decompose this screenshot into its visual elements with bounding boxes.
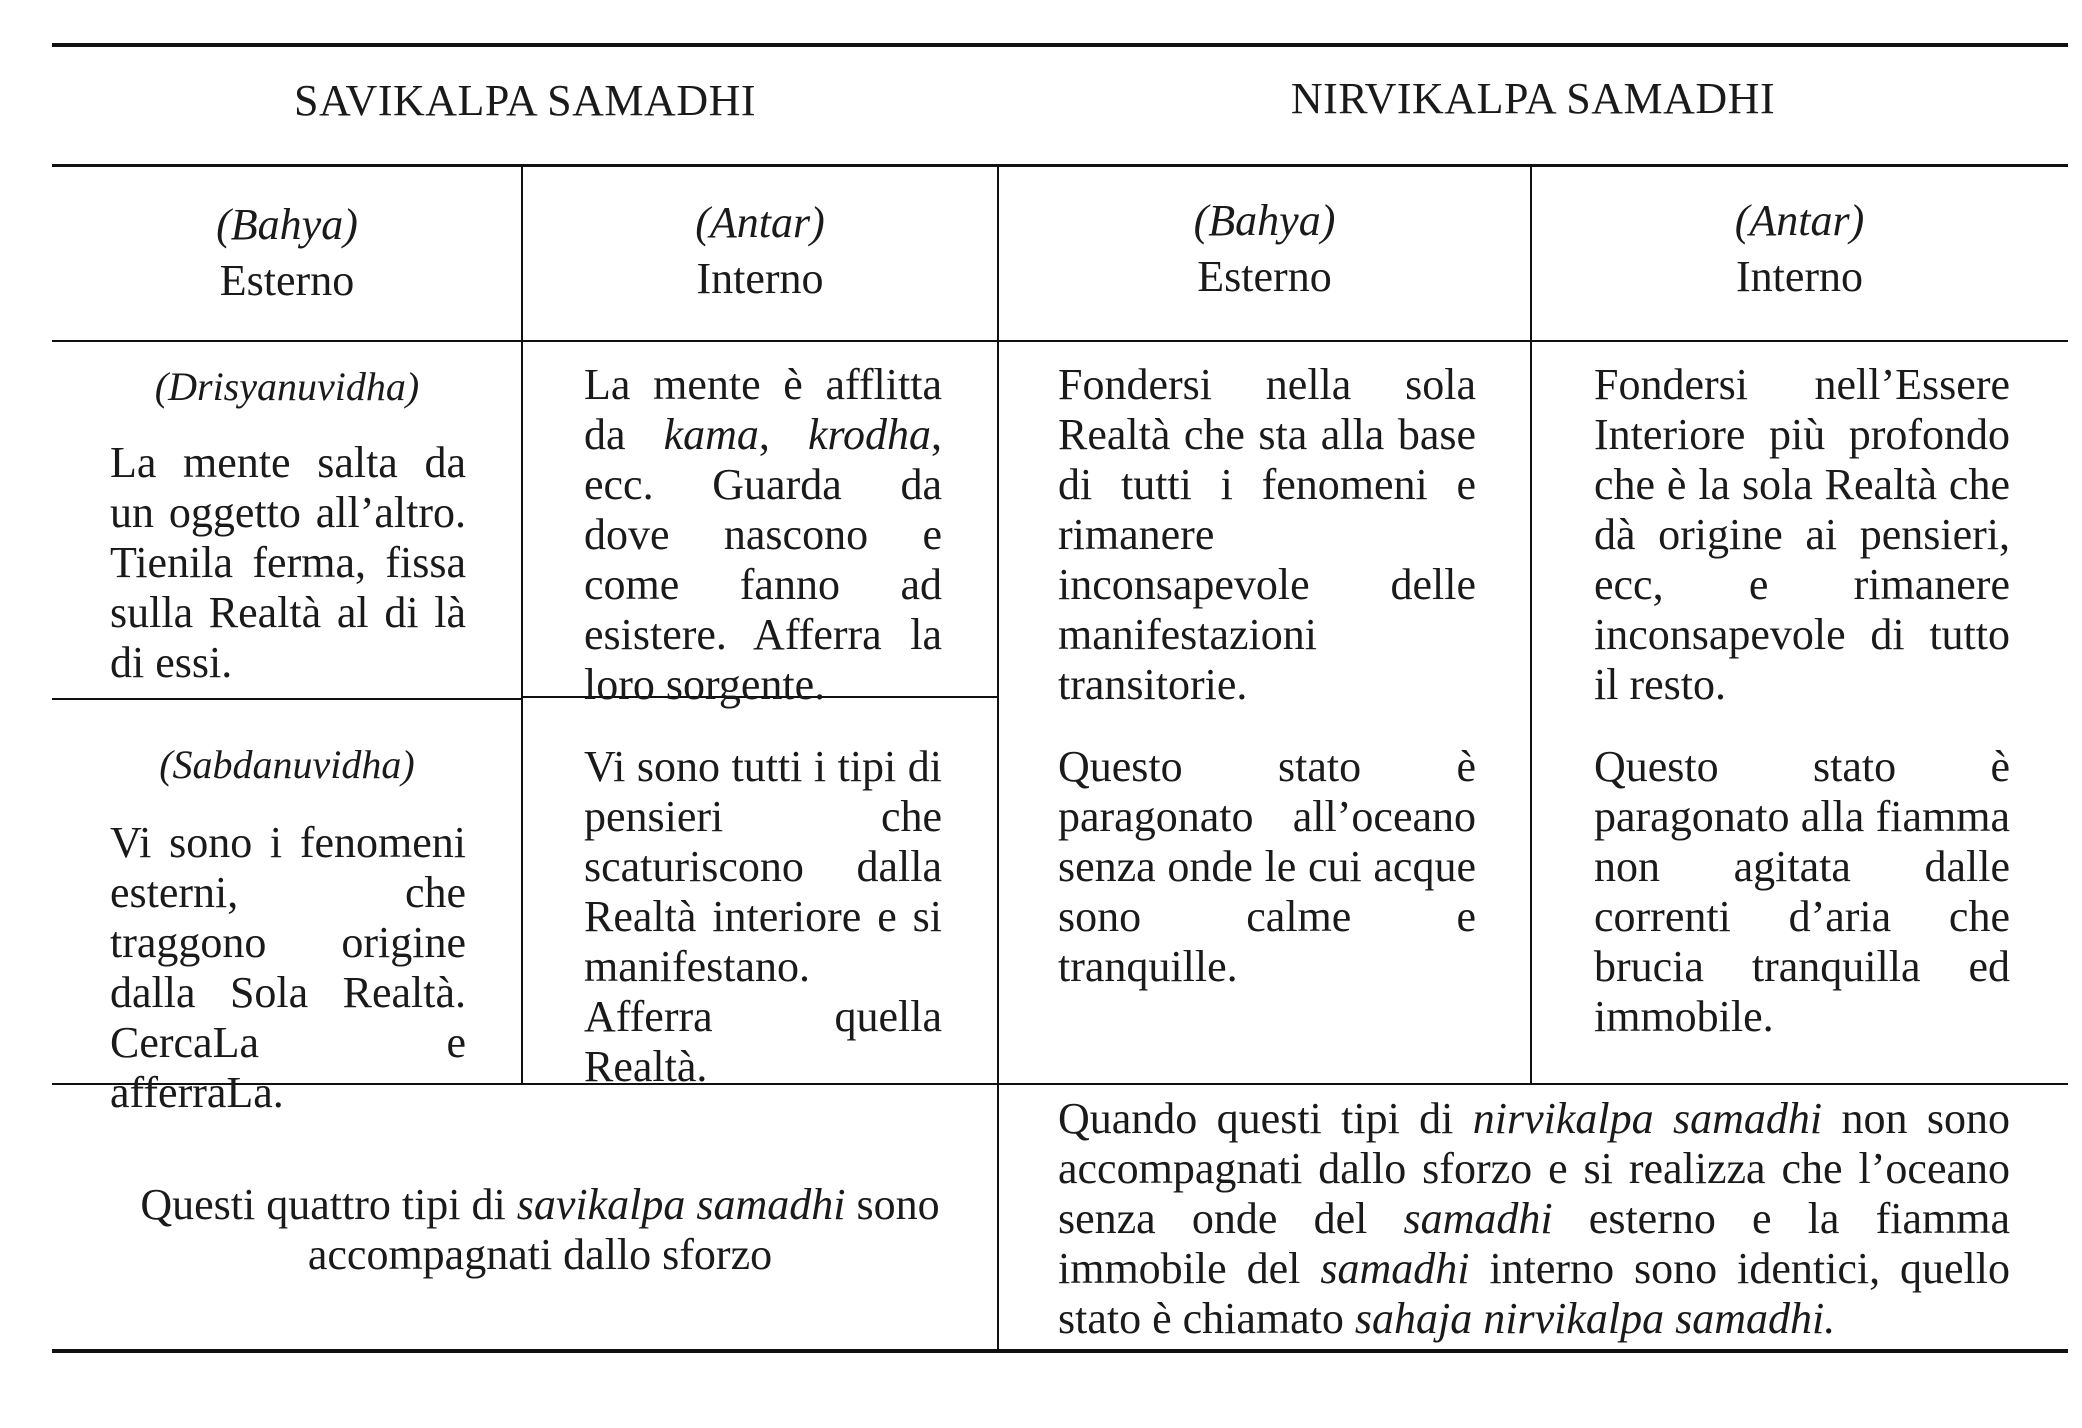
text-segment: Quando questi tipi di bbox=[1058, 1094, 1454, 1143]
savikalpa-bahya-split-rule bbox=[52, 698, 522, 700]
savikalpa-antar-sabda-text: Vi sono tutti i tipi di pensieri che scaturiscono dalla Realtà interiore e si manifestano. Afferra quella Realtà. bbox=[584, 742, 942, 1091]
nirvikalpa-antar-simile: Questo stato è paragonato alla fiamma non agitata dalle correnti d’aria che brucia tranquilla ed immobile. bbox=[1594, 742, 2010, 1041]
subheader-nirvikalpa-bahya bbox=[998, 196, 1531, 302]
term-samadhi: samadhi bbox=[1320, 1244, 1470, 1293]
drisyanuvidha-label: (Drisyanuvidha) bbox=[154, 364, 420, 409]
text-segment: interno sono identici, quello stato è chiamato bbox=[1058, 1244, 2011, 1343]
header-savikalpa: SAVIKALPA SAMADHI bbox=[293, 76, 757, 125]
subheader-nirvikalpa-antar bbox=[1531, 196, 2068, 302]
text-segment: La mente è afflitta da bbox=[584, 360, 942, 459]
text-segment: sono accompagnati dallo sforzo bbox=[307, 1180, 940, 1279]
subheader-italian: Esterno bbox=[1197, 252, 1332, 301]
col-rule-3 bbox=[1530, 166, 1532, 1084]
savikalpa-antar-drisya-text bbox=[584, 360, 942, 710]
term-krodha: krodha bbox=[807, 410, 931, 459]
subheader-italian: Interno bbox=[1735, 252, 1864, 301]
sabdanuvidha-label: (Sabdanuvidha) bbox=[159, 742, 415, 787]
subheader-sanskrit: (Antar) bbox=[1734, 196, 1865, 245]
footer-savikalpa-note bbox=[110, 1180, 970, 1280]
term-sahaja-nirvikalpa-samadhi: sahaja nirvikalpa samadhi. bbox=[1354, 1294, 1836, 1343]
text-segment: non sono accompagnati dallo sforzo e si realizza che l’oceano senza onde del bbox=[1058, 1094, 2011, 1243]
term-nirvikalpa-samadhi: nirvikalpa samadhi bbox=[1472, 1094, 1823, 1143]
footer-nirvikalpa-note bbox=[1058, 1094, 2010, 1344]
nirvikalpa-bahya-simile: Questo stato è paragonato all’oceano senza onde le cui acque sono calme e tranquille. bbox=[1058, 742, 1476, 991]
text-segment: , ecc. Guarda da dove nascono e come fanno ad esistere. Afferra la loro sorgente. bbox=[584, 410, 942, 709]
text-segment: Questi quattro tipi di bbox=[140, 1180, 506, 1229]
col-rule-2 bbox=[997, 166, 999, 1351]
subheader-sanskrit: (Bahya) bbox=[216, 200, 358, 249]
bottom-rule bbox=[52, 1349, 2068, 1353]
subheader-savikalpa-antar bbox=[522, 198, 998, 304]
subheader-italian: Interno bbox=[696, 254, 824, 303]
term-savikalpa-samadhi: savikalpa samadhi bbox=[516, 1180, 846, 1229]
subheader-savikalpa-bahya bbox=[52, 200, 522, 306]
drisyanuvidha-text: La mente salta da un oggetto all’altro. Tienila ferma, fissa sulla Realtà al di là di essi. bbox=[110, 438, 466, 687]
top-rule bbox=[52, 43, 2068, 47]
term-kama: kama bbox=[663, 410, 759, 459]
subheader-rule bbox=[52, 340, 2068, 342]
subheader-sanskrit: (Antar) bbox=[695, 198, 825, 247]
sabdanuvidha-text: Vi sono i fenomeni esterni, che traggono origine dalla Sola Realtà. CercaLa e afferraLa. bbox=[110, 818, 466, 1117]
separator: , bbox=[758, 410, 808, 459]
term-samadhi: samadhi bbox=[1403, 1194, 1553, 1243]
header-rule bbox=[52, 164, 2068, 167]
nirvikalpa-bahya-text: Fondersi nella sola Realtà che sta alla base di tutti i fenomeni e rimanere inconsapevole delle manifestazioni transitorie. bbox=[1058, 360, 1476, 709]
subheader-italian: Esterno bbox=[219, 256, 355, 305]
header-nirvikalpa: NIRVIKALPA SAMADHI bbox=[1290, 74, 1776, 123]
subheader-sanskrit: (Bahya) bbox=[1193, 196, 1336, 245]
text-segment: esterno e la fiamma immobile del bbox=[1058, 1194, 2011, 1293]
nirvikalpa-antar-text: Fondersi nell’Essere Interiore più profondo che è la sola Realtà che dà origine ai pensieri, ecc, e rimanere inconsapevole di tutto il resto. bbox=[1594, 360, 2010, 709]
